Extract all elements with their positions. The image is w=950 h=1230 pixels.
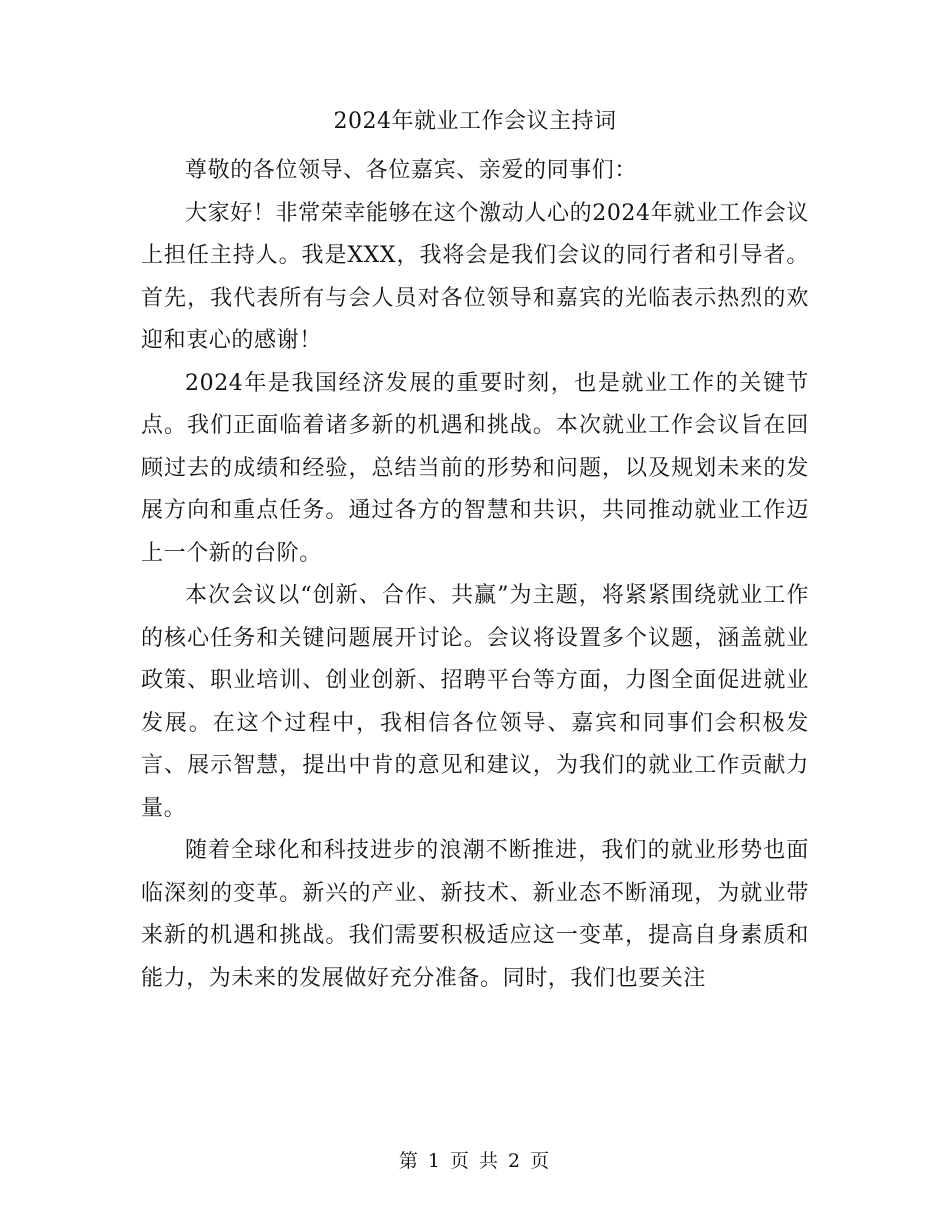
body-paragraph: 本次会议以“创新、合作、共赢”为主题，将紧紧围绕就业工作的核心任务和关键问题展开讨论。会议将设置多个议题，涵盖就业政策、职业培训、创业创新、招聘平台等方面，力图全面促进就业发展。在这个过程中，我相信各位领导、嘉宾和同事们会积极发言、展示智慧，提出中肯的意见和建议，为我们的就业工作贡献力量。 <box>141 583 809 821</box>
body-paragraph: 大家好！非常荣幸能够在这个激动人心的2024年就业工作会议上担任主持人。我是XXX，我将会是我们会议的同行者和引导者。首先，我代表所有与会人员对各位领导和嘉宾的光临表示热烈的欢迎和衷心的感谢！ <box>141 200 809 353</box>
body-paragraph: 随着全球化和科技进步的浪潮不断推进，我们的就业形势也面临深刻的变革。新兴的产业、新技术、新业态不断涌现，为就业带来新的机遇和挑战。我们需要积极适应这一变革，提高自身素质和能力，为未来的发展做好充分准备。同时，我们也要关注 <box>141 838 809 991</box>
body-paragraph: 2024年是我国经济发展的重要时刻，也是就业工作的关键节点。我们正面临着诸多新的机遇和挑战。本次就业工作会议旨在回顾过去的成绩和经验，总结当前的形势和问题，以及规划未来的发展方向和重点任务。通过各方的智慧和共识，共同推动就业工作迈上一个新的台阶。 <box>141 370 809 566</box>
document-title: 2024年就业工作会议主持词 <box>333 109 617 134</box>
page-footer: 第 1 页 共 2 页 <box>398 1150 552 1172</box>
salutation-paragraph: 尊敬的各位领导、各位嘉宾、亲爱的同事们： <box>185 158 638 183</box>
document-body <box>141 150 809 1000</box>
